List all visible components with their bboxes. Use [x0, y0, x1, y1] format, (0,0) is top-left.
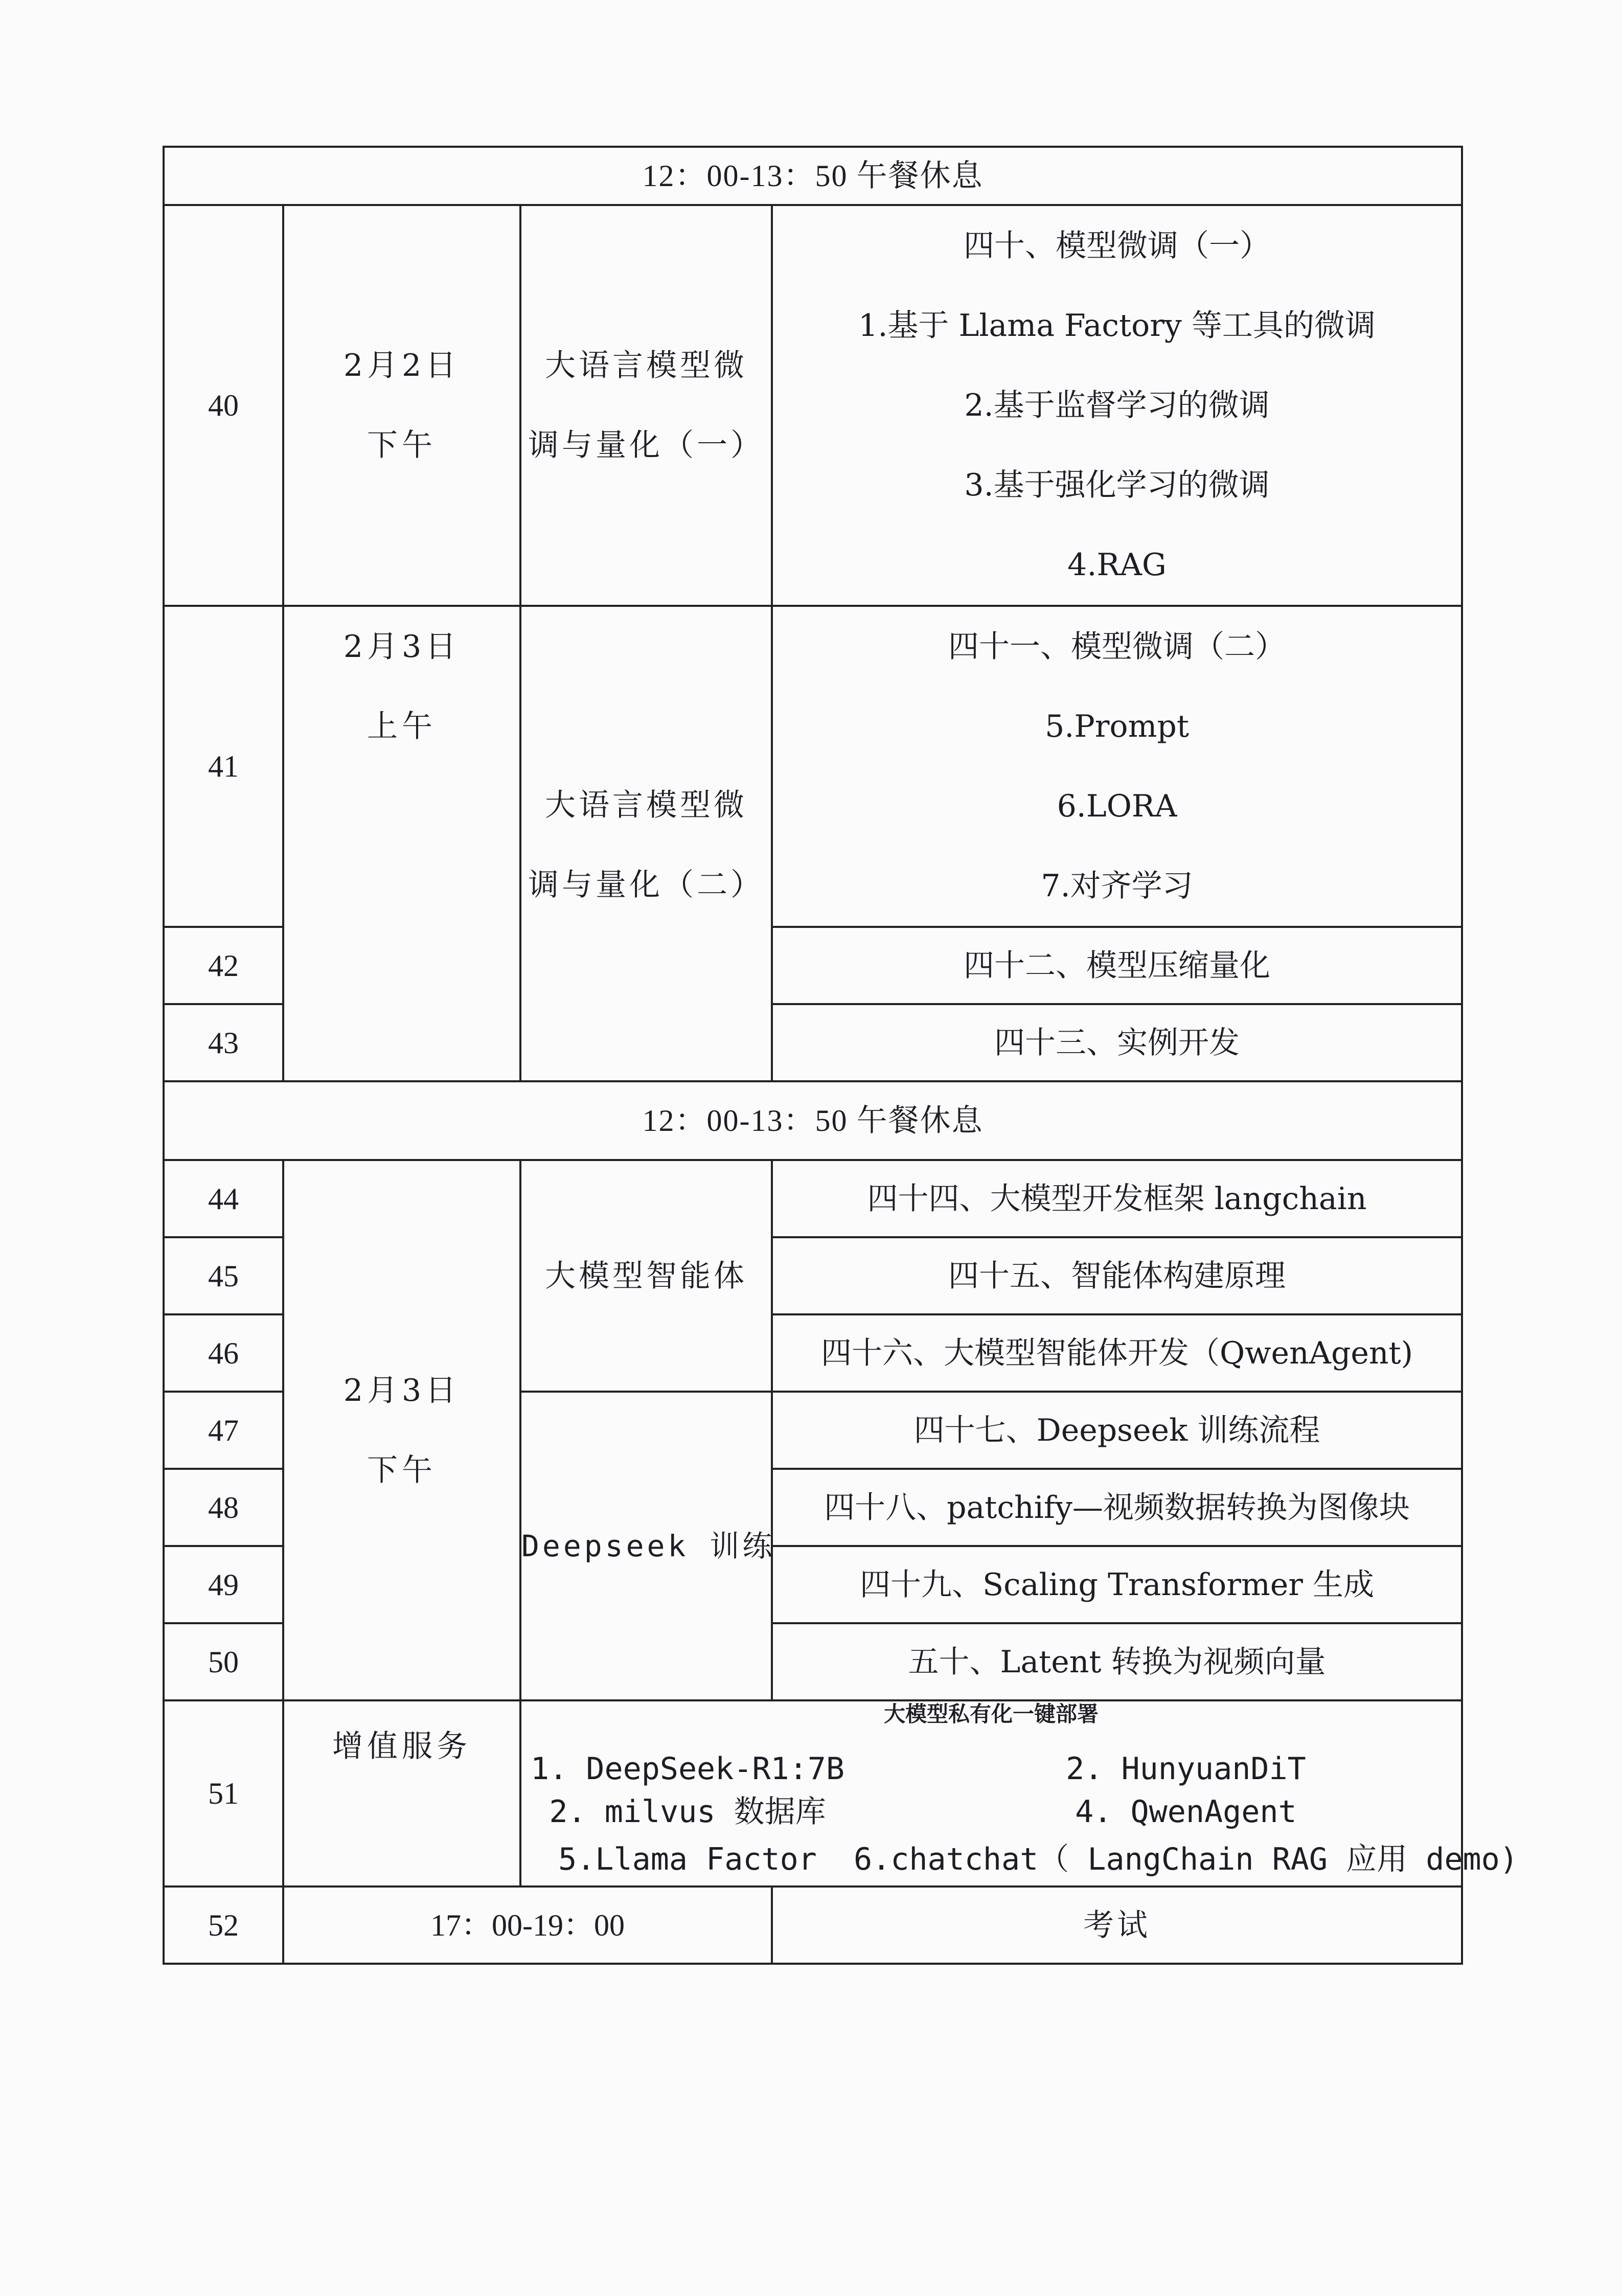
topic-cell-agent	[520, 1160, 772, 1392]
deployment-item: 1. DeepSeek-R1:7B	[530, 1751, 845, 1787]
lunch-break-row	[164, 1081, 1462, 1160]
deployment-item: 5.Llama Factor	[558, 1842, 817, 1877]
deployment-item: 4. QwenAgent	[1075, 1794, 1297, 1830]
value-added-service-label	[283, 1700, 520, 1886]
content-cell: 四十六、大模型智能体开发（QwenAgent)	[772, 1314, 1462, 1392]
exam-label: 考试	[772, 1886, 1462, 1964]
content-cell: 四十五、智能体构建原理	[772, 1237, 1462, 1314]
content-item: 3.基于强化学习的微调	[964, 467, 1270, 503]
content-cell: 四十九、Scaling Transformer 生成	[772, 1546, 1462, 1623]
session-number: 41	[164, 606, 283, 927]
date-cell	[283, 205, 520, 606]
session-number: 44	[164, 1160, 283, 1237]
date-period: 下午	[367, 1452, 437, 1488]
content-heading: 四十、模型微调（一）	[964, 228, 1271, 264]
session-number: 47	[164, 1392, 283, 1469]
deployment-item: 2. HunyuanDiT	[1066, 1751, 1306, 1787]
table-row-41	[164, 606, 1462, 927]
content-cell: 四十二、模型压缩量化	[772, 927, 1462, 1004]
topic-line: 大语言模型微	[545, 348, 747, 383]
content-item: 5.Prompt	[1045, 709, 1189, 744]
session-number: 51	[164, 1700, 283, 1886]
content-heading: 四十一、模型微调（二）	[948, 629, 1286, 665]
topic-line: Deepseek 训练	[521, 1529, 775, 1563]
deployment-title: 大模型私有化一键部署	[884, 1701, 1099, 1726]
topic-line: 大语言模型微	[545, 787, 747, 823]
content-cell	[772, 205, 1462, 606]
lunch-break-label: 12：00-13：50 午餐休息	[164, 1081, 1462, 1160]
exam-time: 17：00-19：00	[283, 1886, 772, 1964]
content-item: 4.RAG	[1067, 547, 1167, 583]
deployment-item: 2. milvus 数据库	[549, 1794, 826, 1830]
schedule-table	[163, 146, 1518, 1965]
session-number: 45	[164, 1237, 283, 1314]
topic-cell	[520, 205, 772, 606]
topic-line: 调与量化（一）	[528, 427, 764, 463]
session-number: 49	[164, 1546, 283, 1623]
session-number: 52	[164, 1886, 283, 1964]
table-row-52	[164, 1886, 1462, 1964]
content-item: 2.基于监督学习的微调	[964, 388, 1270, 423]
session-number: 42	[164, 927, 283, 1004]
deployment-items	[521, 1747, 1518, 1885]
session-number: 46	[164, 1314, 283, 1392]
content-cell	[772, 606, 1462, 927]
date-cell	[283, 1160, 520, 1700]
topic-line: 大模型智能体	[545, 1258, 747, 1294]
date-period: 下午	[367, 427, 437, 463]
date-day: 2月2日	[343, 348, 461, 383]
content-cell: 四十四、大模型开发框架 langchain	[772, 1160, 1462, 1237]
date-cell	[283, 606, 520, 1081]
topic-line: 调与量化（二）	[528, 867, 764, 903]
content-item: 6.LORA	[1057, 788, 1177, 824]
table-row-40	[164, 205, 1462, 606]
session-number: 43	[164, 1004, 283, 1081]
content-cell: 四十三、实例开发	[772, 1004, 1462, 1081]
content-cell: 四十八、patchify—视频数据转换为图像块	[772, 1469, 1462, 1546]
content-item: 1.基于 Llama Factory 等工具的微调	[858, 308, 1376, 344]
date-day: 2月3日	[343, 629, 461, 665]
date-period: 上午	[367, 709, 437, 744]
deployment-item: 6.chatchat（ LangChain RAG 应用 demo)	[854, 1842, 1518, 1877]
topic-cell-deepseek	[520, 1392, 775, 1700]
deployment-cell	[520, 1700, 1518, 1886]
content-cell: 四十七、Deepseek 训练流程	[772, 1392, 1462, 1469]
date-day: 2月3日	[343, 1372, 461, 1408]
session-number: 50	[164, 1623, 283, 1700]
topic-cell	[520, 606, 772, 1081]
lunch-break-label: 12：00-13：50 午餐休息	[164, 147, 1462, 205]
lunch-break-row	[164, 147, 1462, 205]
content-cell: 五十、Latent 转换为视频向量	[772, 1623, 1462, 1700]
table-row-44	[164, 1160, 1462, 1237]
value-added-service-text: 增值服务	[332, 1729, 471, 1764]
table-row-51	[164, 1700, 1462, 1886]
content-item: 7.对齐学习	[1041, 868, 1193, 904]
session-number: 40	[164, 205, 283, 606]
session-number: 48	[164, 1469, 283, 1546]
